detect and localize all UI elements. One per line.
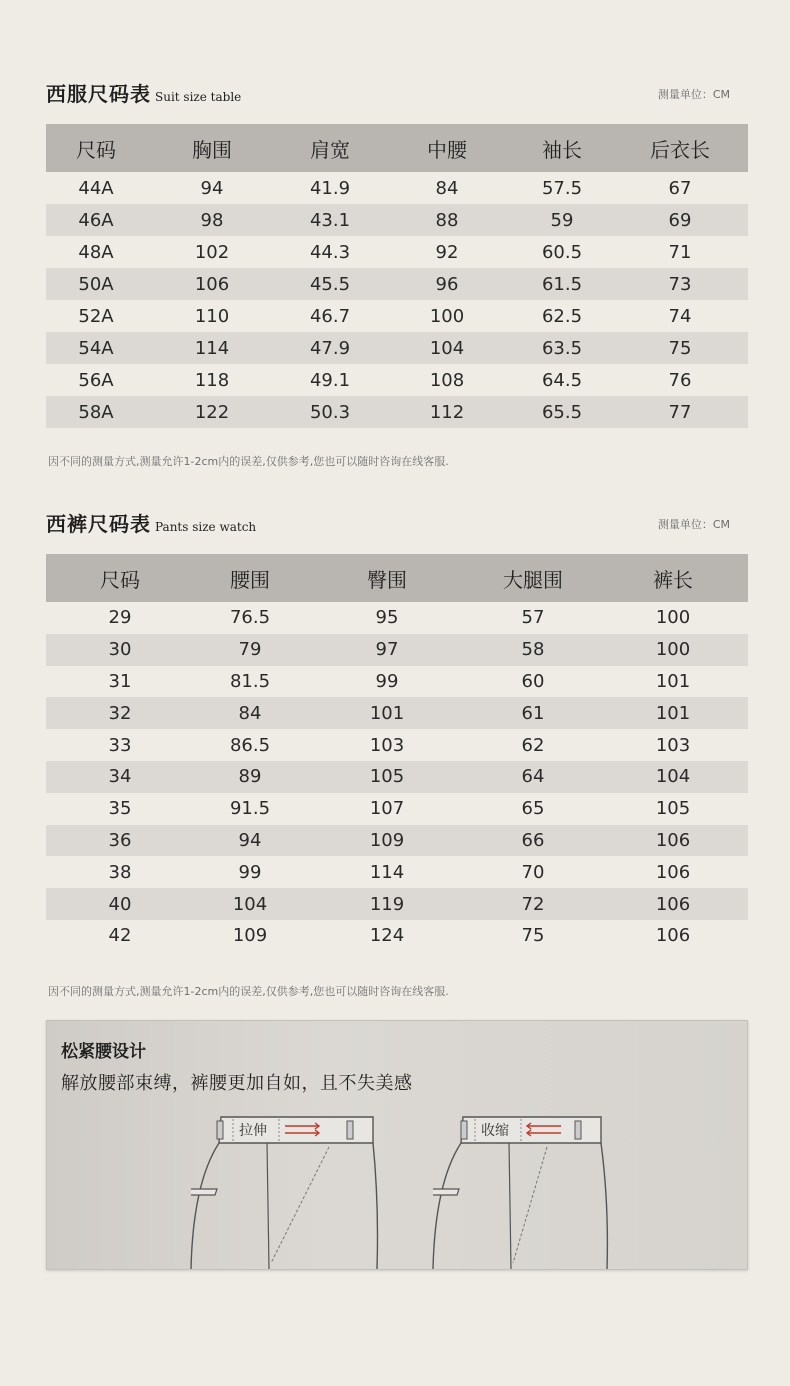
table-row [46,666,748,698]
table-cell: 109 [306,825,468,857]
table-cell: 71 [668,241,692,263]
pants-size-table [46,554,748,952]
table-cell: 44A [78,177,114,199]
table-cell: 99 [375,670,399,692]
table-cell: 34 [46,761,194,793]
table-cell: 104 [598,761,748,793]
table-cell: 105 [306,761,468,793]
elastic-waist-panel [46,1020,748,1270]
table-cell: 70 [521,861,545,883]
table-cell: 112 [382,396,512,428]
table-cell: 69 [612,204,748,236]
table-cell: 91.5 [229,798,271,820]
table-row [46,172,748,204]
table-row [46,729,748,761]
table-cell: 59 [512,204,612,236]
table-cell: 44.3 [309,241,351,263]
table-cell: 106 [655,925,691,947]
shrink-illustration [429,1113,629,1269]
table-cell: 96 [382,268,512,300]
table-row [46,236,748,268]
table-cell: 106 [598,825,748,857]
pants-header-row [46,554,748,602]
table-row [46,300,748,332]
table-cell: 50A [46,268,146,300]
table-cell: 65 [521,798,545,820]
shrink-label: 收缩 [481,1123,509,1139]
table-cell: 57.5 [541,177,583,199]
table-cell: 52A [78,305,114,327]
table-row [46,602,748,634]
table-row [46,204,748,236]
table-cell: 81.5 [229,670,271,692]
pants-header-cell: 尺码 [46,554,194,602]
table-cell: 58A [46,396,146,428]
pants-title-en: Pants size watch [155,520,257,534]
table-cell: 88 [382,204,512,236]
table-cell: 97 [306,634,468,666]
table-cell: 73 [612,268,748,300]
table-cell: 104 [382,332,512,364]
table-cell: 119 [306,888,468,920]
table-cell: 38 [108,861,132,883]
table-cell: 106 [146,268,278,300]
table-cell: 95 [375,607,399,629]
table-row [46,697,748,729]
table-cell: 29 [108,607,132,629]
table-row [46,761,748,793]
table-cell: 56A [78,369,114,391]
table-cell: 103 [655,734,691,756]
stretch-label: 拉伸 [239,1123,267,1139]
table-cell: 101 [598,697,748,729]
table-cell: 62 [521,734,545,756]
table-cell: 75 [612,332,748,364]
feature-title: 松紧腰设计 [61,1042,146,1062]
table-cell: 106 [598,888,748,920]
suit-title-en: Suit size table [155,90,242,104]
pants-header-cell: 大腿围 [468,554,598,602]
table-cell: 72 [468,888,598,920]
table-cell: 47.9 [278,332,382,364]
suit-header-cell: 袖长 [512,124,612,172]
table-cell: 48A [78,241,114,263]
suit-header-cell: 尺码 [46,124,146,172]
table-cell: 101 [306,697,468,729]
table-cell: 124 [369,925,405,947]
table-cell: 64.5 [541,369,583,391]
suit-header-cell: 后衣长 [612,124,748,172]
table-row [46,920,748,952]
table-cell: 122 [146,396,278,428]
table-cell: 60.5 [541,241,583,263]
pants-header-cell: 裤长 [598,554,748,602]
suit-header-row [46,124,748,172]
table-cell: 100 [429,305,465,327]
table-cell: 64 [468,761,598,793]
table-cell: 84 [435,177,459,199]
table-cell: 101 [655,670,691,692]
table-cell: 104 [194,888,306,920]
suit-header-cell: 肩宽 [278,124,382,172]
pants-section-header [46,508,730,544]
table-cell: 57 [521,607,545,629]
table-cell: 36 [46,825,194,857]
table-cell: 40 [46,888,194,920]
table-cell: 109 [232,925,268,947]
table-cell: 114 [369,861,405,883]
table-cell: 67 [668,177,692,199]
table-cell: 106 [655,861,691,883]
table-cell: 75 [521,925,545,947]
table-cell: 49.1 [309,369,351,391]
table-cell: 32 [46,697,194,729]
table-row [46,268,748,300]
table-cell: 74 [668,305,692,327]
table-cell: 118 [194,369,230,391]
table-row [46,793,748,825]
table-cell: 35 [108,798,132,820]
suit-note: 因不同的测量方式,测量允许1-2cm内的误差,仅供参考,您也可以随时咨询在线客服. [48,455,449,468]
table-cell: 94 [194,825,306,857]
table-cell: 50.3 [278,396,382,428]
pants-header-cell: 腰围 [194,554,306,602]
suit-unit: 测量单位：CM [657,88,730,101]
table-cell: 65.5 [512,396,612,428]
table-row [46,634,748,666]
table-cell: 100 [598,634,748,666]
table-cell: 86.5 [229,734,271,756]
table-row [46,825,748,857]
table-cell: 102 [194,241,230,263]
table-cell: 33 [108,734,132,756]
table-cell: 58 [468,634,598,666]
table-cell: 46A [46,204,146,236]
pants-title: 西裤尺码表 [46,512,151,536]
suit-size-table [46,124,748,428]
table-cell: 46.7 [309,305,351,327]
table-cell: 84 [194,697,306,729]
table-cell: 98 [146,204,278,236]
table-cell: 94 [200,177,224,199]
table-row [46,888,748,920]
table-row [46,332,748,364]
table-row [46,856,748,888]
table-cell: 63.5 [512,332,612,364]
table-cell: 100 [655,607,691,629]
table-cell: 60 [521,670,545,692]
table-cell: 30 [46,634,194,666]
table-cell: 45.5 [278,268,382,300]
pants-header-cell: 臀围 [306,554,468,602]
table-cell: 43.1 [278,204,382,236]
feature-description: 解放腰部束缚，裤腰更加自如，且不失美感 [61,1073,413,1094]
table-cell: 31 [108,670,132,692]
pants-note: 因不同的测量方式,测量允许1-2cm内的误差,仅供参考,您也可以随时咨询在线客服. [48,985,449,998]
table-cell: 77 [612,396,748,428]
table-cell: 110 [194,305,230,327]
table-cell: 103 [369,734,405,756]
table-cell: 61 [468,697,598,729]
suit-header-cell: 中腰 [382,124,512,172]
table-cell: 41.9 [309,177,351,199]
table-cell: 108 [429,369,465,391]
pants-unit: 测量单位：CM [657,518,730,531]
table-cell: 114 [146,332,278,364]
table-row [46,396,748,428]
table-cell: 92 [435,241,459,263]
table-cell: 79 [194,634,306,666]
stretch-illustration [187,1113,387,1269]
table-cell: 76.5 [229,607,271,629]
table-cell: 61.5 [512,268,612,300]
table-cell: 99 [238,861,262,883]
table-cell: 54A [46,332,146,364]
table-row [46,364,748,396]
table-cell: 42 [108,925,132,947]
table-cell: 66 [468,825,598,857]
suit-title: 西服尺码表 [46,82,151,106]
table-cell: 76 [668,369,692,391]
table-cell: 105 [655,798,691,820]
table-cell: 62.5 [541,305,583,327]
table-cell: 89 [194,761,306,793]
table-cell: 107 [369,798,405,820]
suit-section-header [46,78,730,114]
suit-header-cell: 胸围 [146,124,278,172]
